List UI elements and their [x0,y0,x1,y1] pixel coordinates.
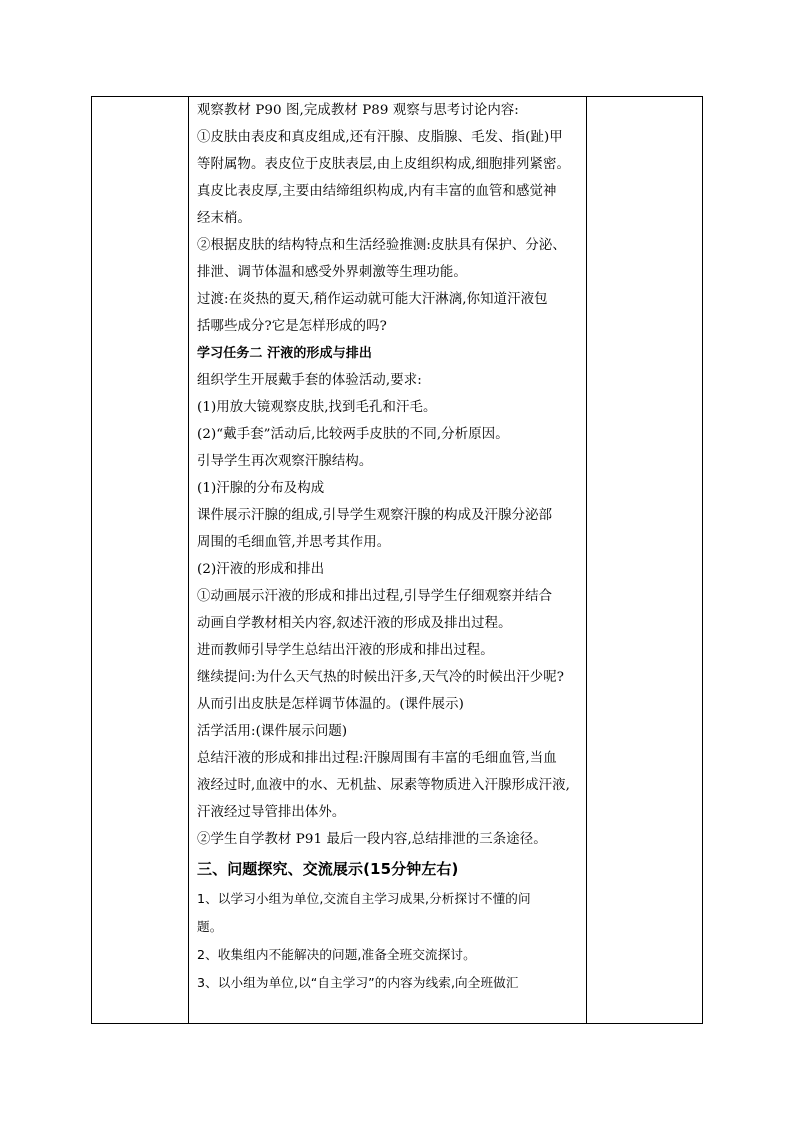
text-line: 3、以小组为单位,以“自主学习”的内容为线索,向全班做汇 [197,975,519,990]
text-line: (1)用放大镜观察皮肤,找到毛孔和汗毛。 [197,400,437,415]
text-line: (1)汗腺的分布及构成 [197,481,325,496]
text-line: 继续提问:为什么天气热的时候出汗多,天气冷的时候出汗少呢? [197,670,565,685]
text-line: ②学生自学教材 P91 最后一段内容,总结排泄的三条途径。 [197,832,547,847]
text-line: 引导学生再次观察汗腺结构。 [197,454,373,469]
text-line: 1、以学习小组为单位,交流自主学习成果,分析探讨不懂的问 [197,891,531,906]
text-line: 活学活用:(课件展示问题) [197,724,348,739]
main-content-cell [197,97,581,997]
text-line: ①动画展示汗液的形成和排出过程,引导学生仔细观察并结合 [197,589,553,604]
text-line: ①皮肤由表皮和真皮组成,还有汗腺、皮脂腺、毛发、指(趾)甲 [197,130,563,145]
text-line: 汗液经过导管排出体外。 [197,805,346,820]
text-line: 等附属物。表皮位于皮肤表层,由上皮组织构成,细胞排列紧密。 [197,157,570,172]
text-line: 组织学生开展戴手套的体验活动,要求: [197,373,422,388]
text-line: 周围的毛细血管,并思考其作用。 [197,535,391,550]
text-line: 液经过时,血液中的水、无机盐、尿素等物质进入汗腺形成汗液, [197,778,570,793]
text-line: 从而引出皮肤是怎样调节体温的。(课件展示) [197,697,464,712]
text-line: 2、收集组内不能解决的问题,准备全班交流探讨。 [197,947,476,962]
left-column-divider [188,97,189,1023]
text-line: (2)“戴手套”活动后,比较两手皮肤的不同,分析原因。 [197,427,509,442]
text-line: 过渡:在炎热的夏天,稍作运动就可能大汗淋漓,你知道汗液包 [197,292,548,307]
lesson-plan-table [91,96,703,1024]
text-line: 括哪些成分?它是怎样形成的吗? [197,319,387,334]
text-line: 经末梢。 [197,211,251,226]
text-line: 动画自学教材相关内容,叙述汗液的形成及排出过程。 [197,616,512,631]
text-line: (2)汗液的形成和排出 [197,562,325,577]
text-line: 课件展示汗腺的组成,引导学生观察汗腺的构成及汗腺分泌部 [197,508,553,523]
text-line: 总结汗液的形成和排出过程:汗腺周围有丰富的毛细血管,当血 [197,751,557,766]
task-heading: 学习任务二 汗液的形成与排出 [197,346,372,361]
text-line: 真皮比表皮厚,主要由结缔组织构成,内有丰富的血管和感觉神 [197,184,557,199]
text-line: 观察教材 P90 图,完成教材 P89 观察与思考讨论内容: [197,103,519,118]
text-line: 进而教师引导学生总结出汗液的形成和排出过程。 [197,643,494,658]
text-line: 排泄、调节体温和感受外界刺激等生理功能。 [197,265,467,280]
right-column-divider [586,97,587,1023]
text-line: 题。 [197,919,223,934]
section-heading: 三、问题探究、交流展示(15分钟左右) [197,860,459,878]
text-line: ②根据皮肤的结构特点和生活经验推测:皮肤具有保护、分泌、 [197,238,566,253]
